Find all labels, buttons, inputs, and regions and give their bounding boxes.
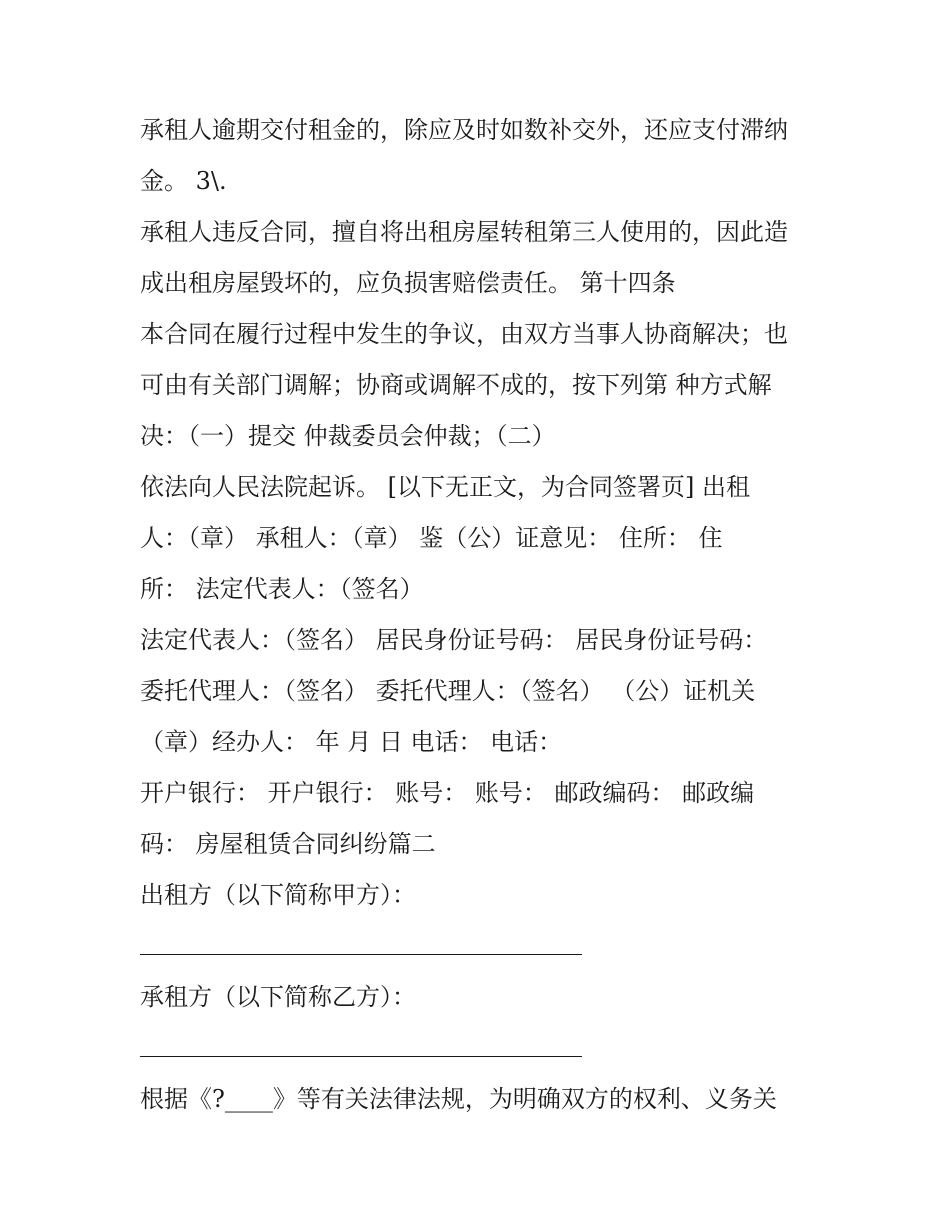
body-line: 金。 3\. — [140, 167, 227, 195]
lessee-label: 承租方（以下简称乙方）： — [140, 983, 416, 1011]
body-line: 码： 房屋租赁合同纠纷篇二 — [140, 830, 436, 858]
body-line: 委托代理人：（签名） 委托代理人：（签名） （公）证机关 — [140, 677, 756, 705]
body-line: 所： 法定代表人：（签名） — [140, 575, 424, 603]
body-line: 法定代表人：（签名） 居民身份证号码： 居民身份证号码： — [140, 626, 768, 654]
lessee-signature-blank — [140, 1023, 840, 1074]
fill-in-rule — [140, 954, 582, 955]
body-line: 本合同在履行过程中发生的争议，由双方当事人协商解决；也 — [140, 320, 788, 348]
body-line: 承租人逾期交付租金的，除应及时如数补交外，还应支付滞纳 — [140, 116, 788, 144]
body-line: 成出租房屋毁坏的，应负损害赔偿责任。 第十四条 — [140, 269, 676, 297]
body-line: 决：（一）提交 仲裁委员会仲裁；（二） — [140, 422, 556, 450]
body-line: 人：（章） 承租人：（章） 鉴（公）证意见： 住所： 住 — [140, 524, 723, 552]
body-line: （章）经办人： 年 月 日 电话： 电话： — [140, 728, 563, 756]
body-line: 可由有关部门调解；协商或调解不成的，按下列第 种方式解 — [140, 371, 772, 399]
document-body — [140, 105, 840, 1125]
body-line: 根据《?____》等有关法律法规，为明确双方的权利、义务关 — [140, 1085, 777, 1113]
body-line: 开户银行： 开户银行： 账号： 账号： 邮政编码： 邮政编 — [140, 779, 755, 807]
lessor-signature-blank — [140, 921, 840, 972]
body-line: 依法向人民法院起诉。 [以下无正文，为合同签署页] 出租 — [140, 473, 750, 501]
body-line: 承租人违反合同，擅自将出租房屋转租第三人使用的，因此造 — [140, 218, 788, 246]
fill-in-rule — [140, 1056, 582, 1057]
lessor-label: 出租方（以下简称甲方）： — [140, 881, 416, 909]
